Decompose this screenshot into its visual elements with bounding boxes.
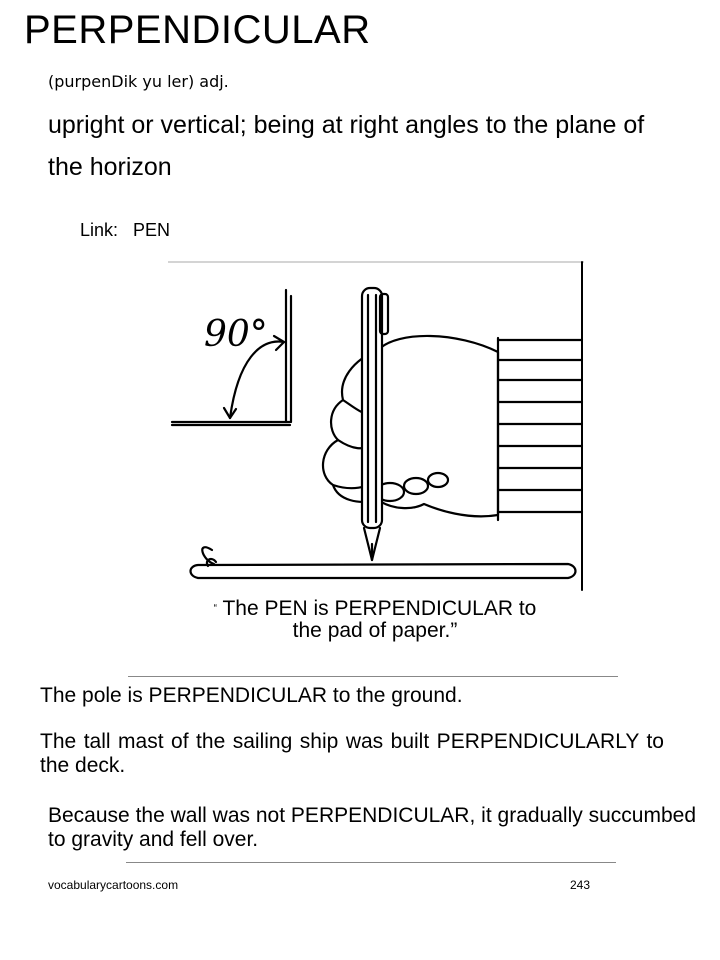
example-sentence-3: Because the wall was not PERPENDICULAR, it gradually succumbed to gravity and fell over.: [48, 804, 696, 851]
divider-bottom: [126, 862, 616, 863]
definition: upright or vertical; being at right angles to the plane of the horizon: [48, 111, 645, 181]
link-label: Link:: [80, 220, 119, 240]
caption-close-quote: ”: [450, 619, 458, 642]
caption-line-1: The PEN is PERPENDICULAR to: [222, 597, 537, 620]
page-number: 243: [570, 878, 591, 892]
caption: [150, 598, 600, 642]
headword: PERPENDICULAR: [24, 8, 371, 52]
caption-open-quote: “: [213, 603, 217, 614]
link-line: [80, 220, 170, 241]
link-word: PEN: [133, 220, 171, 240]
pronunciation: (purpenDik yu ler) adj.: [48, 72, 229, 91]
angle-label: 90°: [204, 314, 268, 355]
divider-top: [128, 676, 618, 677]
example-sentence-1: The pole is PERPENDICULAR to the ground.: [40, 684, 463, 707]
cartoon-illustration: [168, 260, 584, 592]
example-sentence-2: The tall mast of the sailing ship was built PERPENDICULARLY to the deck.: [40, 730, 664, 777]
caption-line-2: the pad of paper.: [292, 619, 451, 642]
footer-site: vocabularycartoons.com: [48, 878, 179, 892]
